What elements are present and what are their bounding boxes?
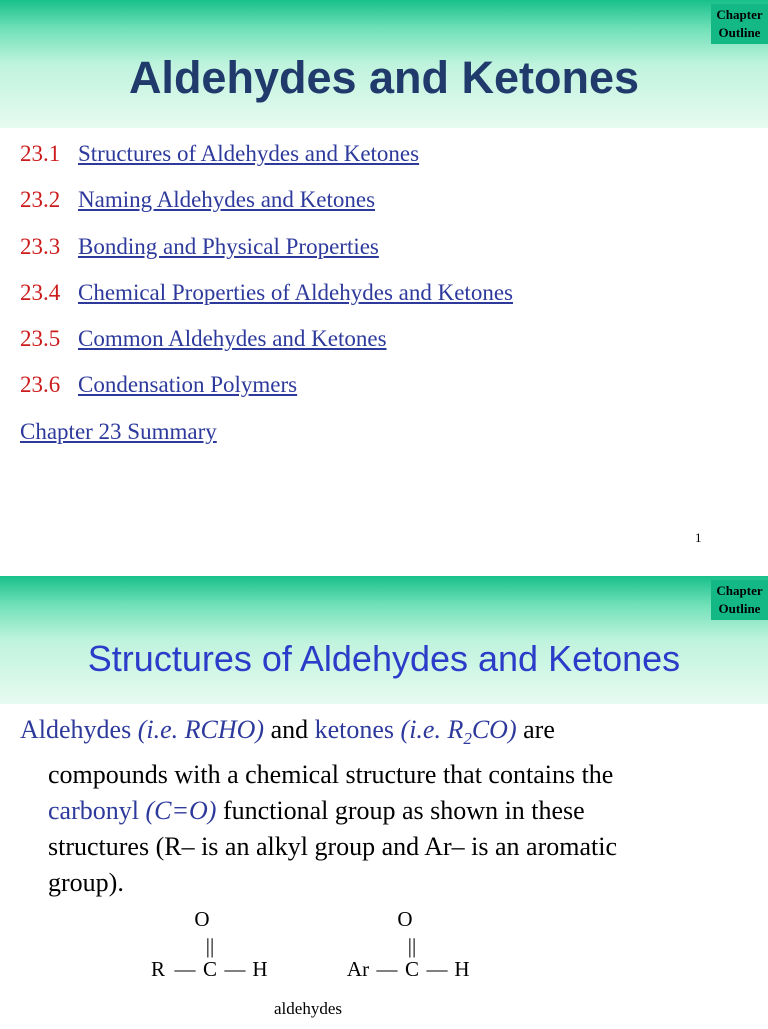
toc-item xyxy=(20,233,513,279)
outline-button-line1: Chapter xyxy=(716,7,763,22)
outline-button-line2: Outline xyxy=(718,601,761,616)
toc-link[interactable]: Chemical Properties of Aldehydes and Ketones xyxy=(78,279,513,305)
term-aldehydes: Aldehydes xyxy=(20,715,132,744)
toc-item xyxy=(20,279,513,325)
term-ketones: ketones xyxy=(314,715,395,744)
body-paragraph xyxy=(20,712,720,901)
body-line-5: group). xyxy=(48,868,124,898)
formula-rcho: (i.e. RCHO) xyxy=(137,715,265,744)
aldehyde-structures-diagram xyxy=(140,900,500,1024)
body-line-3 xyxy=(20,793,720,829)
aldehyde-structures xyxy=(140,900,500,1024)
oxygen-atom-2: O xyxy=(397,907,413,931)
slide-title: Structures of Aldehydes and Ketones xyxy=(87,638,681,679)
toc-link[interactable]: Condensation Polymers xyxy=(78,372,298,398)
section-number: 23.3 xyxy=(20,233,61,259)
hydrogen-atom-2: H xyxy=(454,957,470,981)
term-carbonyl: carbonyl xyxy=(48,796,139,826)
formula-r2co xyxy=(400,715,517,749)
body-line-4: structures (R– is an alkyl group and Ar– is an aromatic xyxy=(48,832,617,862)
toc-link[interactable]: Structures of Aldehydes and Ketones xyxy=(78,141,420,166)
toc-link[interactable]: Bonding and Physical Properties xyxy=(78,233,379,259)
bond-1b: — xyxy=(224,957,246,981)
oxygen-atom-1: O xyxy=(194,907,210,931)
section-number: 23.1 xyxy=(20,141,61,166)
outline-button-line1: Chapter xyxy=(716,583,763,598)
body-line-3-rest: functional group as shown in these xyxy=(222,796,585,826)
section-number: 23.6 xyxy=(20,372,61,398)
body-line-2: compounds with a chemical structure that contains the xyxy=(48,760,614,790)
chapter-outline-button[interactable] xyxy=(711,580,768,620)
bond-2b: — xyxy=(426,957,448,981)
double-bond-1: || xyxy=(205,934,215,958)
carbon-atom-1: C xyxy=(202,957,218,981)
structures-caption: aldehydes xyxy=(274,999,342,1018)
r-group: R xyxy=(150,957,166,981)
table-of-contents xyxy=(20,140,513,464)
page-number: 1 xyxy=(695,530,702,545)
toc-item xyxy=(20,325,513,371)
summary-link[interactable]: Chapter 23 Summary xyxy=(20,418,217,444)
toc-link[interactable]: Common Aldehydes and Ketones xyxy=(78,326,387,352)
word-are: are xyxy=(523,715,555,744)
chapter-outline-button[interactable] xyxy=(711,4,768,44)
formula-co: (C=O) xyxy=(145,796,217,826)
toc-item xyxy=(20,418,513,464)
toc-item xyxy=(20,140,513,186)
toc-link[interactable]: Naming Aldehydes and Ketones xyxy=(78,187,376,213)
slide-separator xyxy=(0,560,768,576)
section-number: 23.4 xyxy=(20,279,61,305)
ar-group: Ar xyxy=(346,957,370,981)
slide-title: Aldehydes and Ketones xyxy=(128,52,640,103)
bond-2a: — xyxy=(376,957,398,981)
toc-item xyxy=(20,186,513,232)
carbon-atom-2: C xyxy=(404,957,420,981)
outline-button-line2: Outline xyxy=(718,25,761,40)
bond-1a: — xyxy=(174,957,196,981)
word-and: and xyxy=(270,715,309,744)
section-number: 23.5 xyxy=(20,326,61,352)
section-number: 23.2 xyxy=(20,187,61,213)
formula-r2co-close: CO) xyxy=(471,715,517,744)
toc-item xyxy=(20,371,513,417)
formula-r2co-subscript: 2 xyxy=(463,729,472,749)
hydrogen-atom-1: H xyxy=(252,957,268,981)
formula-r2co-open: (i.e. R xyxy=(400,715,464,744)
double-bond-2: || xyxy=(407,934,417,958)
body-line-1 xyxy=(20,712,720,757)
